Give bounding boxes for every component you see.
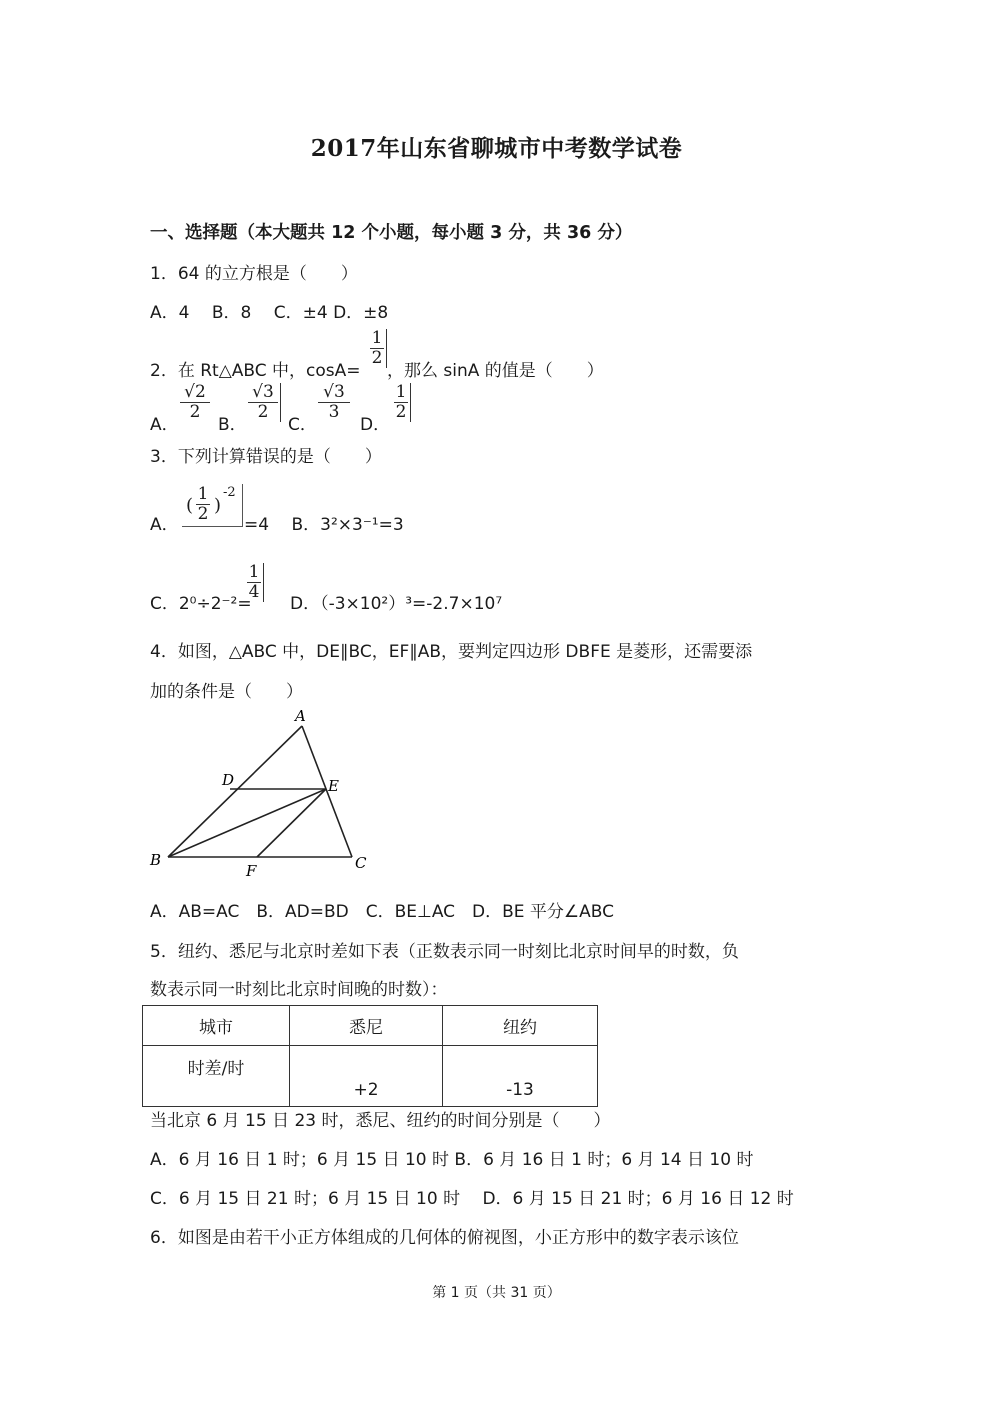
q3-a-fraction bbox=[196, 485, 210, 524]
table-header-sydney: 悉尼 bbox=[290, 1006, 443, 1046]
fraction-denominator: 2 bbox=[395, 402, 407, 422]
fraction-denominator: 2 bbox=[371, 348, 383, 368]
fraction-denominator: 2 bbox=[197, 504, 209, 524]
q4-line1: 4．如图，△ABC 中，DE∥BC，EF∥AB，要判定四边形 DBFE 是菱形，还需要添 bbox=[150, 642, 753, 662]
page-footer: 第 1 页（共 31 页） bbox=[432, 1285, 561, 1301]
triangle-figure bbox=[140, 705, 400, 885]
time-difference-table bbox=[142, 1005, 598, 1107]
q2-option-a-fraction bbox=[180, 383, 210, 422]
fraction-numerator: 1 bbox=[395, 382, 407, 402]
q2-option-d-fraction bbox=[394, 383, 408, 422]
fraction-denominator: 3 bbox=[328, 402, 340, 422]
fraction-numerator: 1 bbox=[248, 562, 260, 582]
q3-option-d: D．（-3×10²）³=-2.7×10⁷ bbox=[290, 594, 503, 614]
table-cell-sydney: +2 bbox=[290, 1046, 443, 1107]
q6-line1: 6．如图是由若干小正方体组成的几何体的俯视图，小正方形中的数字表示该位 bbox=[150, 1228, 739, 1248]
q3-a-exponent: -2 bbox=[223, 485, 236, 500]
q5-options-cd: C．6 月 15 日 21 时；6 月 15 日 10 时 D．6 月 15 日 21 时；6 月 16 日 12 时 bbox=[150, 1189, 794, 1209]
q5-question: 当北京 6 月 15 日 23 时，悉尼、纽约的时间分别是（ ） bbox=[150, 1111, 611, 1131]
q5-line2: 数表示同一时刻比北京时间晚的时数）： bbox=[150, 980, 448, 1000]
table-cell-newyork: -13 bbox=[443, 1046, 598, 1107]
q4-options: A．AB=AC B．AD=BD C．BE⊥AC D．BE 平分∠ABC bbox=[150, 902, 615, 922]
q2-stem-end: ，那么 sinA 的值是（ ） bbox=[387, 361, 604, 381]
table-header-row bbox=[143, 1006, 598, 1046]
label-a: A bbox=[295, 707, 306, 725]
label-c: C bbox=[355, 854, 367, 872]
fraction-numerator: √3 bbox=[318, 383, 350, 403]
q2-cos-fraction bbox=[370, 329, 384, 368]
label-f: F bbox=[246, 862, 257, 880]
table-cell-label: 时差/时 bbox=[143, 1046, 290, 1107]
section-heading: 一、选择题（本大题共 12 个小题，每小题 3 分，共 36 分） bbox=[150, 223, 633, 243]
fraction-numerator: √3 bbox=[248, 383, 278, 403]
segment-ef bbox=[257, 789, 326, 857]
fraction-numerator: 1 bbox=[371, 328, 383, 348]
segment-ac bbox=[302, 726, 352, 857]
table-row bbox=[143, 1046, 598, 1107]
q3-stem: 3．下列计算错误的是（ ） bbox=[150, 447, 382, 467]
segment-be bbox=[168, 789, 326, 857]
q2-option-a-label: A． bbox=[150, 415, 179, 435]
table-header-city: 城市 bbox=[143, 1006, 290, 1046]
fraction-numerator: 1 bbox=[197, 484, 209, 504]
figure-lines bbox=[168, 726, 352, 857]
fraction-denominator: 4 bbox=[248, 582, 260, 602]
label-b: B bbox=[150, 851, 162, 869]
page-title: 2017年山东省聊城市中考数学试卷 bbox=[310, 135, 683, 162]
label-e: E bbox=[328, 777, 339, 795]
q2-option-d-label: D． bbox=[360, 415, 391, 435]
label-d: D bbox=[222, 771, 235, 789]
q3-c-fraction bbox=[247, 563, 261, 602]
fraction-denominator: 2 bbox=[189, 402, 201, 422]
q2-option-b-label: B． bbox=[218, 415, 247, 435]
q1-options: A．4 B．8 C．±4 D．±8 bbox=[150, 303, 389, 323]
q2-option-c-label: C． bbox=[288, 415, 317, 435]
fraction-numerator: √2 bbox=[180, 383, 210, 403]
fraction-denominator: 2 bbox=[257, 402, 269, 422]
q3-option-a-label: A． bbox=[150, 515, 179, 535]
table-header-newyork: 纽约 bbox=[443, 1006, 598, 1046]
q3-option-c-label: C．2⁰÷2⁻²= bbox=[150, 594, 252, 614]
q5-line1: 5．纽约、悉尼与北京时差如下表（正数表示同一时刻比北京时间早的时数，负 bbox=[150, 942, 739, 962]
q4-line2: 加的条件是（ ） bbox=[150, 682, 303, 702]
q2-option-b-fraction bbox=[248, 383, 278, 422]
q2-stem-start: 2．在 Rt△ABC 中，cosA= bbox=[150, 361, 361, 381]
q3-option-ab-rest: =4 B．3²×3⁻¹=3 bbox=[244, 515, 404, 535]
q1-stem: 1．64 的立方根是（ ） bbox=[150, 264, 358, 284]
q3-option-a-expression: ( $\frac{1}{2}$ ) -2 bbox=[182, 484, 243, 527]
q5-options-ab: A．6 月 16 日 1 时；6 月 15 日 10 时 B．6 月 16 日 1 时；6 月 14 日 10 时 bbox=[150, 1150, 754, 1170]
segment-ab bbox=[168, 726, 302, 857]
q2-option-c-fraction bbox=[318, 383, 350, 422]
